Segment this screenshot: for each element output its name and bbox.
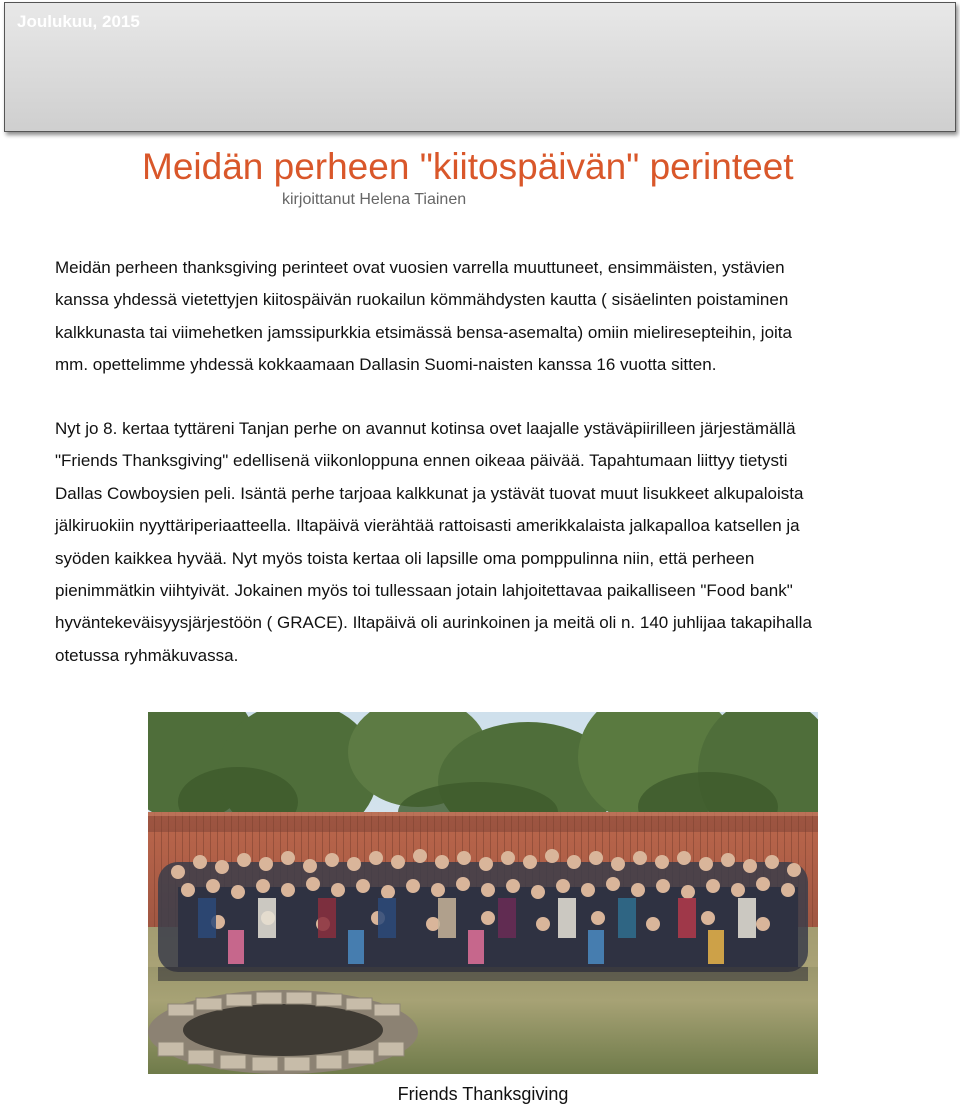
photo-caption: Friends Thanksgiving xyxy=(397,1084,569,1104)
paragraph-line: otetussa ryhmäkuvassa. xyxy=(55,645,239,665)
paragraph-line: jälkiruokiin nyyttäriperiaatteella. Iltapäivä vierähtää rattoisasti amerikkalaista jalkapalloa katsellen ja xyxy=(55,516,800,536)
issue-date: Joulukuu, 2015 xyxy=(17,12,140,31)
article-paragraph-1 xyxy=(55,252,925,382)
paragraph-line: "Friends Thanksgiving" edellisenä viikonloppuna ennen oikeaa päivää. Tapahtumaan liittyy tietysti xyxy=(55,451,788,471)
paragraph-line: pienimmätkin viihtyivät. Jokainen myös toi tullessaan jotain lahjoitettavaa paikalliseen "Food bank" xyxy=(55,581,793,601)
group-photo xyxy=(148,712,818,1074)
paragraph-line: Nyt jo 8. kertaa tyttäreni Tanjan perhe on avannut kotinsa ovet laajalle ystäväpiirilleen järjestämällä xyxy=(55,419,796,438)
article-title: Meidän perheen "kiitospäivän" perinteet xyxy=(142,146,794,187)
paragraph-line: mm. opettelimme yhdessä kokkaamaan Dallasin Suomi-naisten kanssa 16 vuotta sitten. xyxy=(55,355,717,375)
paragraph-line: hyväntekeväisyysjärjestöön ( GRACE). Iltapäivä oli aurinkoinen ja meitä oli n. 140 juhlijaa takapihalla xyxy=(55,613,812,633)
paragraph-line: Meidän perheen thanksgiving perinteet ovat vuosien varrella muuttuneet, ensimmäisten, ystävien xyxy=(55,258,785,277)
article-byline: kirjoittanut Helena Tiainen xyxy=(282,191,467,208)
header-banner xyxy=(4,2,956,132)
paragraph-line: kalkkunasta tai viimehetken jamssipurkkia etsimässä bensa-asemalta) omiin mieliresepteihin, joita xyxy=(55,322,792,342)
paragraph-line: syöden kaikkea hyvää. Nyt myös toista kertaa oli lapsille oma pomppulinna niin, että perheen xyxy=(55,548,755,568)
article-paragraph-2 xyxy=(55,413,925,672)
paragraph-line: kanssa yhdessä vietettyjen kiitospäivän ruokailun kömmähdysten kautta ( sisäelinten poistaminen xyxy=(55,290,789,310)
paragraph-line: Dallas Cowboysien peli. Isäntä perhe tarjoaa kalkkunat ja ystävät tuovat muut lisukkeet alkupaloista xyxy=(55,483,804,503)
